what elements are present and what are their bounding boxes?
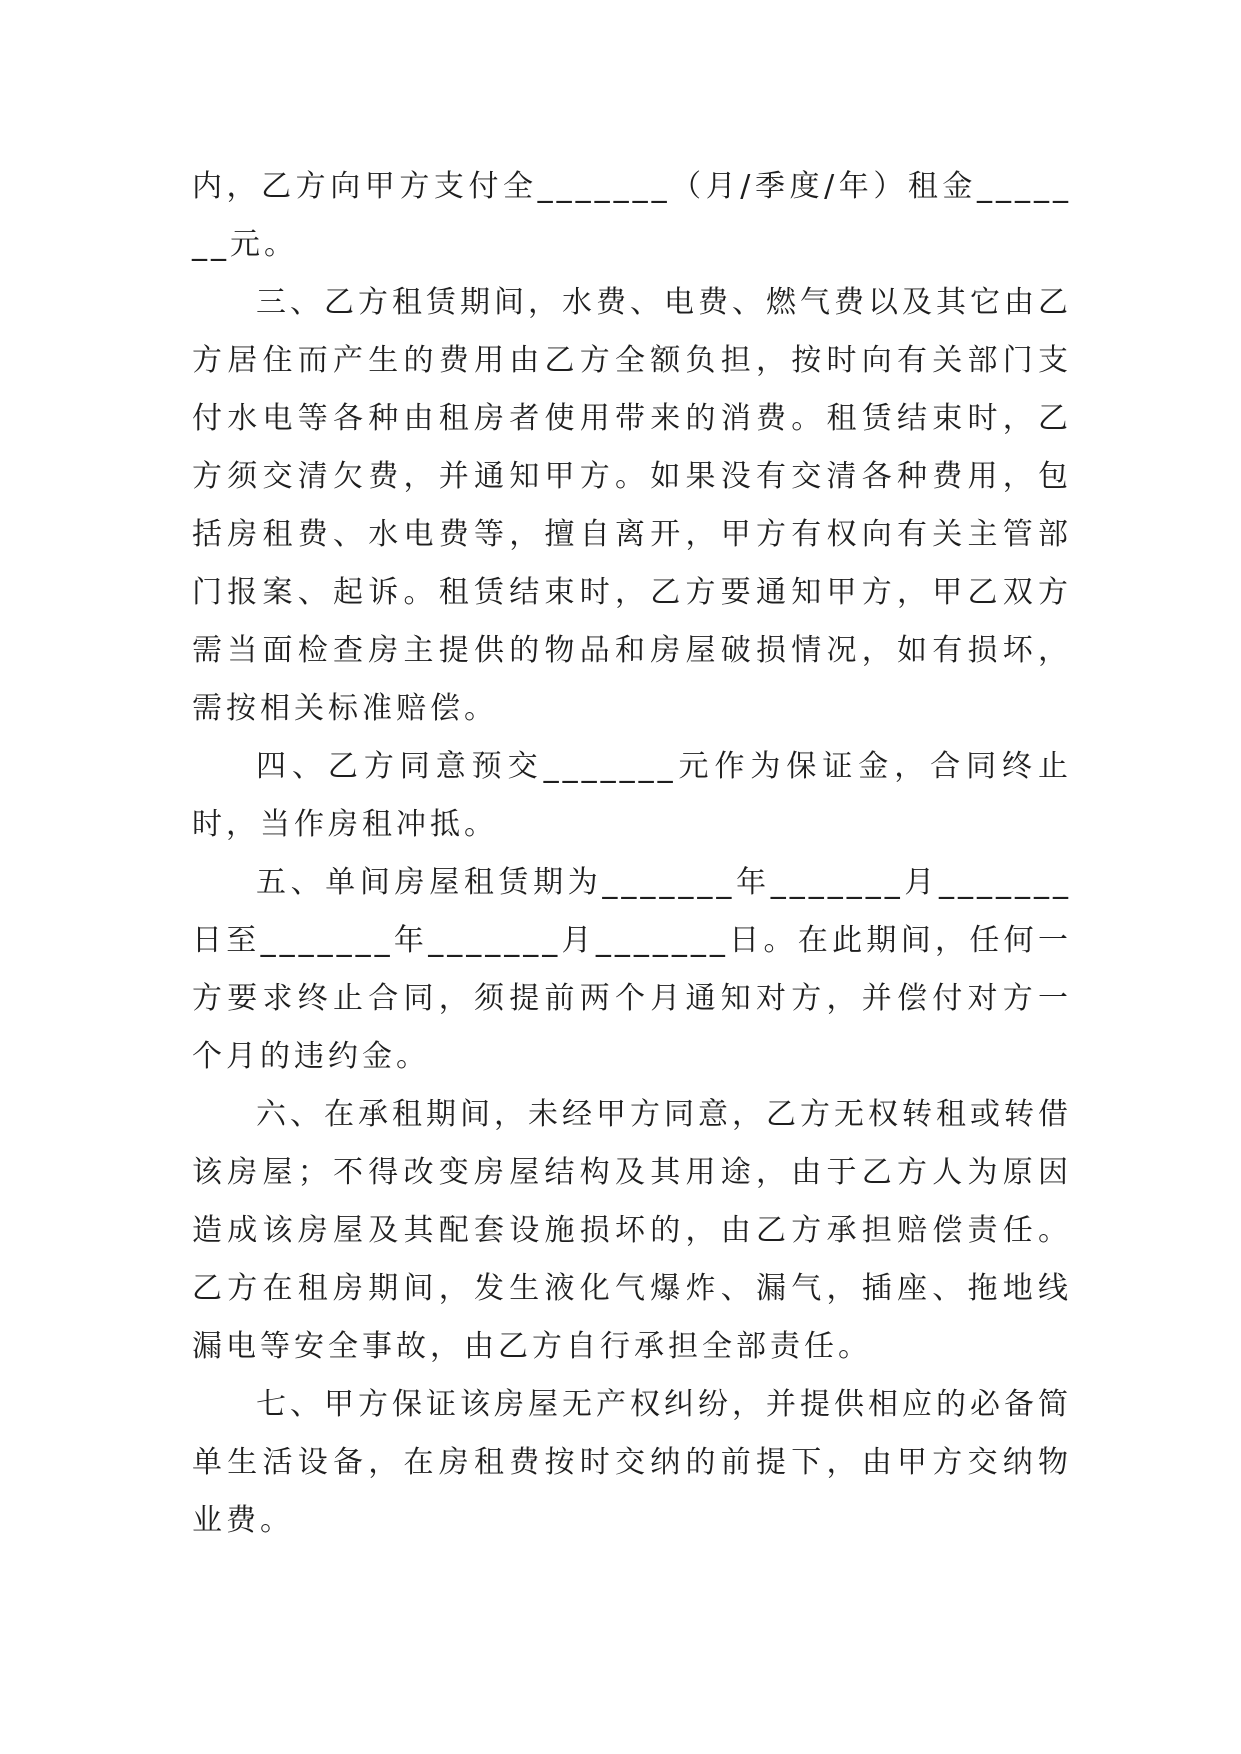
paragraph-clause-4-deposit: 四、乙方同意预交_______元作为保证金，合同终止时，当作房租冲抵。 [192, 749, 1072, 842]
paragraph-clause-6-sublease: 六、在承租期间，未经甲方同意，乙方无权转租或转借该房屋；不得改变房屋结构及其用途，由于乙方人为原因造成该房屋及其配套设施损坏的，由乙方承担赔偿责任。乙方在租房期间，发生液化气爆炸、漏气，插座、拖地线漏电等安全事故，由乙方自行承担全部责任。 [192, 1097, 1072, 1364]
paragraph-clause-3-utilities: 三、乙方租赁期间，水费、电费、燃气费以及其它由乙方居住而产生的费用由乙方全额负担，按时向有关部门支付水电等各种由租房者使用带来的消费。租赁结束时，乙方须交清欠费，并通知甲方。如果没有交清各种费用，包括房租费、水电费等，擅自离开，甲方有权向有关主管部门报案、起诉。租赁结束时，乙方要通知甲方，甲乙双方需当面检查房主提供的物品和房屋破损情况，如有损坏，需按相关标准赔偿。 [192, 285, 1072, 726]
paragraph-rent-payment-continuation: 内，乙方向甲方支付全_______（月/季度/年）租金_______元。 [192, 169, 1072, 262]
paragraph-clause-7-landlord-guarantee: 七、甲方保证该房屋无产权纠纷，并提供相应的必备简单生活设备，在房租费按时交纳的前提下，由甲方交纳物业费。 [192, 1387, 1072, 1538]
paragraph-clause-5-lease-term: 五、单间房屋租赁期为_______年_______月_______日至_______年_______月_______日。在此期间，任何一方要求终止合同，须提前两个月通知对方，并偿付对方一个月的违约金。 [192, 865, 1072, 1074]
document-body [192, 158, 1072, 1550]
